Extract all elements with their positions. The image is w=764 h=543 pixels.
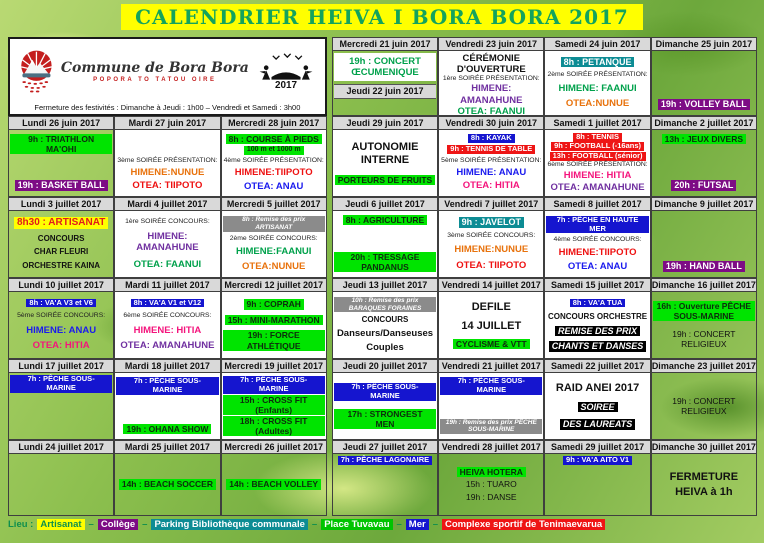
event-line: 14h : BEACH VOLLEY	[226, 479, 321, 489]
calendar-week-row	[8, 359, 757, 440]
legend-item: Collège	[98, 519, 138, 530]
event-line: 8h : TENNIS	[573, 133, 622, 142]
event-line: 9h : COPRAH	[244, 299, 304, 309]
calendar-day-cell	[544, 37, 650, 116]
calendar-week-row	[8, 278, 757, 359]
day-header: Dimanche 2 juillet 2017	[652, 117, 756, 130]
event-line: 8h : AGRICULTURE	[343, 215, 427, 225]
event-line: CONCOURS ORCHESTRE	[548, 311, 648, 321]
day-events	[333, 130, 437, 196]
day-events	[439, 454, 543, 515]
day-events	[652, 373, 756, 439]
day-events	[439, 373, 543, 439]
day-events	[9, 373, 113, 439]
legend-prefix: Lieu :	[8, 519, 34, 530]
event-line: HIMENE: HITIA	[133, 324, 202, 336]
event-line: 19h : HAND BALL	[663, 261, 745, 272]
event-line: OTEA: HITIA	[462, 180, 520, 192]
event-line: 8h : VA'A V3 et V6	[26, 299, 95, 308]
event-line: 7h : PÊCHE EN HAUTE MER	[546, 216, 648, 234]
calendar-day-cell	[544, 278, 650, 359]
calendar-day-cell	[544, 116, 650, 197]
event-line: OTEA: AMANAHUNE	[120, 340, 215, 352]
day-events	[115, 130, 219, 196]
day-events	[545, 292, 649, 358]
day-header: Mercredi 21 juin 2017	[333, 38, 437, 51]
day-header: Dimanche 16 juillet 2017	[651, 280, 756, 290]
event-line: 8h : VA'A TUA	[570, 299, 626, 308]
event-line: 7h : PÊCHE LAGONAIRE	[338, 456, 432, 465]
day-header: Lundi 10 juillet 2017	[9, 279, 113, 292]
calendar-day-cell	[651, 116, 757, 197]
day-events	[9, 211, 113, 277]
event-line: Jeudi 22 juin 2017	[334, 84, 436, 99]
calendar-day-cell	[332, 116, 438, 197]
calendar-day-cell	[8, 278, 114, 359]
commune-text-block	[57, 60, 253, 83]
legend-separator: –	[396, 519, 402, 530]
event-line: DES LAUREATS	[560, 419, 635, 430]
legend-item: Mer	[406, 519, 429, 530]
event-line: HIMENE: HITIA	[563, 170, 632, 182]
day-header: Mercredi 12 juillet 2017	[222, 279, 326, 292]
calendar-day-cell	[332, 278, 438, 359]
day-events	[652, 454, 756, 515]
event-line: 20h : TRESSAGE PANDANUS	[334, 252, 436, 272]
event-line: 10h : Remise des prix BARAQUES FORAINES	[334, 297, 436, 312]
logo-row	[10, 39, 325, 102]
heiva-year: 2017	[274, 80, 297, 92]
legend	[8, 519, 757, 530]
day-events	[222, 454, 326, 515]
event-line: 15h : TUARO	[465, 479, 517, 490]
event-line: 19h : FORCE ATHLÉTIQUE	[223, 330, 325, 350]
legend-items	[37, 519, 605, 530]
event-line: REMISE DES PRIX	[555, 326, 640, 337]
calendar-day-cell	[114, 440, 220, 516]
calendar-day-cell	[332, 359, 438, 440]
event-line: 18h : CROSS FIT (Adultes)	[223, 416, 325, 436]
event-line: 7h : PÊCHE SOUS-MARINE	[334, 383, 436, 401]
day-events	[222, 292, 326, 358]
event-line: HIMENE:TIIPOTO	[558, 247, 637, 258]
page-title: CALENDRIER HEIVA I BORA BORA 2017	[121, 4, 643, 30]
day-header: Vendredi 23 juin 2017	[439, 38, 543, 51]
calendar-week-row	[8, 116, 757, 197]
day-header: Mardi 11 juillet 2017	[115, 279, 219, 292]
legend-separator: –	[311, 519, 318, 530]
event-line: OTEA:NUNUE	[565, 97, 630, 109]
day-events	[222, 211, 326, 277]
event-line: HIMENE: FAANUI	[558, 82, 637, 94]
event-line: 19h : VOLLEY BALL	[658, 99, 750, 110]
calendar-day-cell	[651, 197, 757, 278]
event-line: CHANTS ET DANSES	[549, 341, 647, 352]
day-header: Lundi 17 juillet 2017	[9, 360, 113, 373]
day-events	[333, 454, 437, 515]
event-line: CONCOURS	[37, 233, 85, 243]
event-line: 19h : CONCERT ŒCUMENIQUE	[334, 53, 436, 81]
day-header: Jeudi 13 juillet 2017	[333, 279, 437, 292]
event-line: 1ère SOIRÉE CONCOURS:	[125, 218, 210, 226]
calendar-day-cell	[544, 440, 650, 516]
event-line: 7h : PÊCHE SOUS-MARINE	[10, 375, 112, 393]
event-line: 15h : CROSS FIT (Enfants)	[223, 395, 325, 415]
calendar-day-cell	[651, 359, 757, 440]
calendar-day-cell	[332, 440, 438, 516]
calendar-weeks	[8, 116, 757, 516]
calendar-day-cell	[221, 440, 327, 516]
event-line: 7h : PÊCHE SOUS-MARINE	[440, 377, 542, 395]
event-line: 9h : VA'A AITO V1	[563, 456, 632, 465]
event-line: Couples	[366, 341, 404, 353]
day-events	[545, 454, 649, 515]
day-events	[9, 292, 113, 358]
event-line: ORCHESTRE KAINA	[22, 261, 101, 271]
event-line: PORTEURS DE FRUITS	[335, 175, 435, 185]
day-header: Jeudi 27 juillet 2017	[333, 441, 437, 454]
legend-separator: –	[88, 519, 94, 530]
event-line: 13h : JEUX DIVERS	[662, 134, 746, 144]
calendar-day-cell	[8, 197, 114, 278]
calendar-week-row	[8, 197, 757, 278]
day-events	[545, 51, 649, 115]
commune-logo-box	[8, 37, 327, 116]
event-line: 8h30 : ARTISANAT	[14, 217, 108, 229]
day-events	[439, 292, 543, 358]
event-line: CYCLISME & VTT	[453, 339, 530, 349]
day-events	[333, 211, 437, 277]
calendar-day-cell	[651, 37, 757, 116]
day-header: Samedi 24 juin 2017	[545, 38, 649, 51]
calendar-day-cell	[221, 278, 327, 359]
event-line: 16h : Ouverture PÊCHE SOUS-MARINE	[653, 301, 755, 321]
event-line: 15h : MINI-MARATHON	[225, 315, 323, 325]
day-header: Samedi 22 juillet 2017	[545, 360, 649, 373]
commune-name: Commune de Bora Bora	[60, 59, 249, 76]
event-line: HEIVA à 1h	[675, 485, 733, 498]
calendar-grid	[8, 37, 757, 530]
event-line: OTEA: TIIPOTO	[132, 179, 203, 191]
calendar-day-cell	[544, 359, 650, 440]
day-header: Jeudi 29 juin 2017	[333, 117, 437, 130]
day-header: Mardi 25 juillet 2017	[115, 441, 219, 454]
event-line: RAID ANEI 2017	[555, 381, 640, 394]
calendar-poster	[0, 4, 764, 543]
event-line: 8h : Remise des prix ARTISANAT	[223, 216, 325, 231]
event-line: CHAR FLEURI	[34, 247, 89, 257]
event-line: HIMENE:NUNUE	[130, 166, 205, 178]
day-header: Mardi 27 juin 2017	[115, 117, 219, 130]
day-header: Vendredi 7 juillet 2017	[439, 198, 543, 211]
day-header: Dimanche 30 juillet 2017	[651, 442, 756, 452]
day-events	[652, 51, 756, 115]
event-line: Danseurs/Danseuses	[336, 327, 434, 339]
event-line: HIMENE: AMANAHUNE	[460, 83, 523, 106]
day-header: Dimanche 23 juillet 2017	[651, 361, 756, 371]
event-line: 5ème SOIRÉE CONCOURS:	[17, 311, 106, 319]
day-header: Mardi 18 juillet 2017	[115, 360, 219, 373]
calendar-day-cell	[114, 197, 220, 278]
day-events	[652, 130, 756, 196]
event-line: CÉRÉMONIE D'OUVERTURE	[456, 53, 526, 76]
day-header: Vendredi 14 juillet 2017	[439, 279, 543, 292]
calendar-day-cell	[438, 278, 544, 359]
event-line: 19h : CONCERT RELIGIEUX	[672, 328, 736, 349]
event-line: 19h : CONCERT RELIGIEUX	[672, 395, 736, 416]
event-line: 7h : PÊCHE SOUS-MARINE	[116, 377, 218, 395]
day-header: Lundi 24 juillet 2017	[9, 441, 113, 454]
event-line: 17h : STRONGEST MEN	[334, 409, 436, 429]
event-line: 19h : Remise des prix PÊCHE SOUS-MARINE	[440, 419, 542, 434]
event-line: 13h : FOOTBALL (sénior)	[550, 152, 646, 161]
calendar-day-cell	[114, 359, 220, 440]
day-header: Samedi 1 juillet 2017	[545, 117, 649, 130]
event-line: OTEA: ANAU	[244, 180, 304, 192]
day-events	[222, 130, 326, 196]
day-events	[9, 130, 113, 196]
event-line: 9h : TENNIS DE TABLE	[447, 145, 535, 154]
event-line: HIMENE: AMANAHUNE	[136, 231, 199, 254]
legend-separator: –	[432, 519, 438, 530]
event-line: DEFILE	[471, 300, 511, 313]
calendar-day-cell	[438, 359, 544, 440]
legend-item: Complexe sportif de Tenimaevarua	[442, 519, 605, 530]
event-line: 8h : PETANQUE	[561, 57, 635, 68]
event-line: 9h : TRIATHLON MA'OHI	[10, 134, 112, 154]
event-line: HEIVA HOTERA	[457, 467, 526, 477]
legend-item: Artisanat	[37, 519, 84, 530]
day-events	[333, 373, 437, 439]
day-events	[545, 211, 649, 277]
event-line: HIMENE:FAANUI	[235, 246, 312, 258]
legend-item: Parking Bibliothèque communale	[151, 519, 307, 530]
day-events	[652, 211, 756, 277]
calendar-day-cell	[651, 278, 757, 359]
day-header: Samedi 15 juillet 2017	[545, 279, 649, 292]
day-header: Mercredi 19 juillet 2017	[222, 360, 326, 373]
day-events	[439, 130, 543, 196]
event-line: FERMETURE	[669, 470, 739, 483]
day-events	[333, 292, 437, 358]
event-line: 19h : OHANA SHOW	[123, 424, 211, 434]
day-header: Dimanche 9 juillet 2017	[652, 198, 756, 211]
event-line: 14h : BEACH SOCCER	[119, 479, 216, 489]
day-events	[545, 130, 649, 196]
calendar-day-cell	[438, 37, 544, 116]
day-events	[545, 373, 649, 439]
calendar-day-cell	[114, 116, 220, 197]
event-line: 5ème SOIRÉE PRÉSENTATION:	[441, 156, 542, 164]
day-header: Mercredi 5 juillet 2017	[222, 198, 326, 211]
event-line: OTEA: AMANAHUNE	[550, 182, 645, 194]
event-line: HIMENE:NUNUE	[454, 244, 529, 256]
event-line: 100 m et 1000 m	[244, 146, 304, 154]
legend-separator: –	[142, 519, 148, 530]
event-line: 6ème SOIRÉE CONCOURS:	[123, 311, 212, 319]
event-line: 2ème SOIRÉE PRÉSENTATION:	[547, 71, 648, 79]
event-line: 8h : COURSE À PIEDS	[226, 134, 322, 144]
calendar-day-cell	[221, 197, 327, 278]
event-line: CONCOURS	[361, 315, 409, 325]
event-line: 8h : KAYAK	[468, 134, 515, 143]
calendar-week-row	[8, 440, 757, 516]
day-header: Mercredi 26 juillet 2017	[222, 441, 326, 454]
commune-emblem-icon	[16, 44, 57, 98]
event-line: 9h : FOOTBALL (-16ans)	[551, 142, 644, 151]
event-line: 9h : JAVELOT	[459, 217, 524, 228]
day-header: Mardi 4 juillet 2017	[115, 198, 219, 211]
day-header: Vendredi 30 juin 2017	[439, 117, 543, 130]
calendar-day-cell	[332, 197, 438, 278]
day-header: Lundi 3 juillet 2017	[9, 198, 113, 211]
event-line: 19h : DANSE	[466, 491, 517, 502]
day-events	[222, 373, 326, 439]
event-line: 3ème SOIRÉE PRÉSENTATION:	[117, 156, 218, 164]
day-events	[115, 211, 219, 277]
calendar-day-cell	[651, 440, 757, 516]
event-line: 4ème SOIRÉE PRÉSENTATION:	[223, 156, 324, 164]
commune-motto: POPORA TO TATOU OIRE	[93, 76, 217, 83]
day-header: Samedi 8 juillet 2017	[545, 198, 649, 211]
day-events	[333, 51, 437, 115]
event-line: SOIREE	[578, 402, 618, 413]
day-header: Vendredi 28 juillet 2017	[439, 441, 543, 454]
event-line: OTEA: HITIA	[32, 340, 90, 352]
event-line: 14 JUILLET	[461, 319, 522, 332]
closing-note: Fermeture des festivités : Dimanche à Jeudi : 1h00 – Vendredi et Samedi : 3h00	[34, 103, 301, 112]
event-line: OTEA:NUNUE	[242, 260, 306, 272]
event-line: OTEA: ANAU	[567, 260, 628, 272]
event-line: 7h : PÊCHE SOUS-MARINE	[223, 376, 325, 394]
day-header: Samedi 29 juillet 2017	[545, 441, 649, 454]
day-events	[115, 292, 219, 358]
calendar-day-cell	[438, 197, 544, 278]
day-header: Mercredi 28 juin 2017	[222, 117, 326, 130]
calendar-day-cell	[114, 278, 220, 359]
event-line: HIMENE:TIIPOTO	[234, 167, 313, 179]
calendar-day-cell	[332, 37, 438, 116]
event-line: HIMENE: ANAU	[26, 324, 97, 336]
calendar-day-cell	[221, 116, 327, 197]
legend-item: Place Tuvavau	[321, 519, 392, 530]
event-line: 1ère SOIRÉE PRÉSENTATION:	[442, 75, 540, 83]
event-line: OTEA: FAANUI	[133, 258, 202, 270]
event-line: OTEA: TIIPOTO	[456, 259, 527, 271]
calendar-day-cell	[8, 359, 114, 440]
event-line: HIMENE: ANAU	[456, 166, 527, 178]
calendar-day-cell	[544, 197, 650, 278]
calendar-day-cell	[8, 116, 114, 197]
day-header: Vendredi 21 juillet 2017	[439, 360, 543, 373]
day-events	[439, 51, 543, 115]
event-line: 20h : FUTSAL	[671, 180, 736, 191]
heiva-dancers-icon	[253, 46, 319, 96]
event-line: 3ème SOIRÉE CONCOURS:	[447, 231, 536, 239]
day-events	[439, 211, 543, 277]
day-header: Lundi 26 juin 2017	[9, 117, 113, 130]
day-events	[652, 292, 756, 358]
day-events	[115, 373, 219, 439]
day-events	[9, 454, 113, 515]
calendar-day-cell	[221, 359, 327, 440]
day-header: Jeudi 6 juillet 2017	[333, 198, 437, 211]
calendar-top-row	[8, 37, 757, 116]
event-line: 4ème SOIRÉE CONCOURS:	[553, 236, 642, 244]
day-header: Jeudi 20 juillet 2017	[333, 360, 437, 373]
calendar-day-cell	[438, 116, 544, 197]
day-events	[115, 454, 219, 515]
calendar-day-cell	[438, 440, 544, 516]
event-line: 2ème SOIRÉE CONCOURS:	[229, 234, 318, 242]
event-line: AUTONOMIE INTERNE	[351, 140, 419, 166]
day-header: Dimanche 25 juin 2017	[652, 38, 756, 51]
event-line: OTEA: FAANUI	[457, 105, 526, 116]
event-line: 19h : BASKET BALL	[15, 180, 108, 191]
event-line: 8h : VA'A V1 et V12	[131, 299, 205, 308]
event-line: 6ème SOIRÉE PRÉSENTATION:	[547, 161, 648, 169]
calendar-day-cell	[8, 440, 114, 516]
